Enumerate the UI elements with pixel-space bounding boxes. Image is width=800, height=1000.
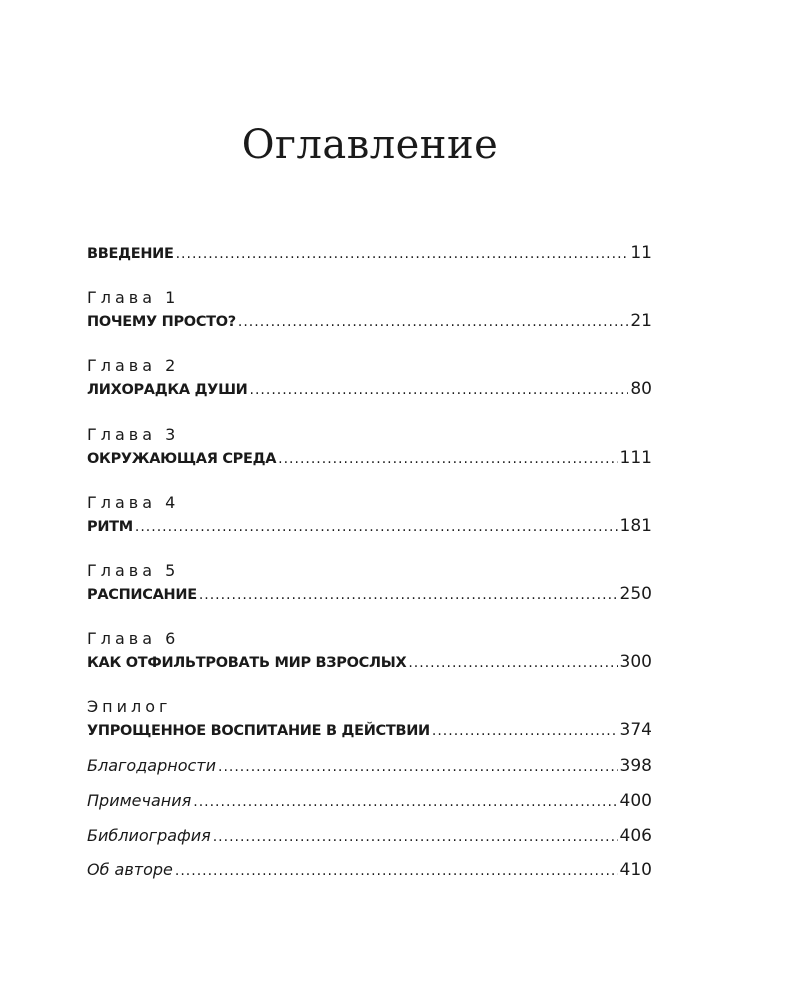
dot-leader [213,829,618,845]
toc-entry-epilogue[interactable] [87,720,652,740]
toc-entry-title: ЛИХОРАДКА ДУШИ [87,382,248,398]
dot-leader [432,723,618,739]
toc-entry-title: РИТМ [87,519,133,535]
toc-entry-title: ВВЕДЕНИЕ [87,246,174,262]
toc-entry-page: 181 [619,516,652,536]
chapter-label-6: Глава 6 [87,629,180,648]
toc-entry-title: Примечания [87,791,192,810]
toc-entry-notes[interactable] [87,791,652,811]
toc-entry-title: ОКРУЖАЮЩАЯ СРЕДА [87,451,277,467]
toc-entry-title: Об авторе [87,860,173,879]
chapter-label-3: Глава 3 [87,425,180,444]
toc-entry-title: Благодарности [87,756,216,775]
dot-leader [175,863,618,879]
toc-entry-title: УПРОЩЕННОЕ ВОСПИТАНИЕ В ДЕЙСТВИИ [87,723,430,739]
toc-entry-page: 398 [619,756,652,776]
toc-entry-page: 250 [619,584,652,604]
chapter-label-1: Глава 1 [87,288,180,307]
toc-entry-page: 111 [619,448,652,468]
toc-entry-page: 11 [630,243,652,263]
epilogue-label: Эпилог [87,697,172,716]
toc-entry-page: 400 [619,791,652,811]
toc-entry-title: ПОЧЕМУ ПРОСТО? [87,314,236,330]
toc-entry-chapter-5[interactable] [87,584,652,604]
toc-entry-title: КАК ОТФИЛЬТРОВАТЬ МИР ВЗРОСЛЫХ [87,655,407,671]
toc-entry-title: Библиография [87,826,211,845]
toc-entry-chapter-3[interactable] [87,448,652,468]
dot-leader [135,519,618,535]
chapter-label-2: Глава 2 [87,356,180,375]
chapter-label-5: Глава 5 [87,561,180,580]
toc-entry-page: 21 [630,311,652,331]
toc-entry-page: 406 [619,826,652,846]
dot-leader [193,794,617,810]
dot-leader [278,451,617,467]
toc-entry-chapter-1[interactable] [87,311,652,331]
toc-entry-title: РАСПИСАНИЕ [87,587,197,603]
dot-leader [176,246,629,262]
dot-leader [199,587,618,603]
toc-entry-chapter-6[interactable] [87,652,652,672]
toc-entry-about-author[interactable] [87,860,652,880]
page-title: Оглавление [241,122,499,168]
dot-leader [238,314,628,330]
chapter-label-4: Глава 4 [87,493,180,512]
toc-entry-acknowledgements[interactable] [87,756,652,776]
toc-entry-page: 300 [619,652,652,672]
dot-leader [250,382,629,398]
dot-leader [408,655,617,671]
toc-entry-bibliography[interactable] [87,826,652,846]
toc-entry-page: 374 [619,720,652,740]
toc-entry-chapter-2[interactable] [87,379,652,399]
dot-leader [218,759,618,775]
toc-entry-intro[interactable] [87,243,652,263]
toc-entry-chapter-4[interactable] [87,516,652,536]
toc-entry-page: 410 [619,860,652,880]
toc-entry-page: 80 [630,379,652,399]
